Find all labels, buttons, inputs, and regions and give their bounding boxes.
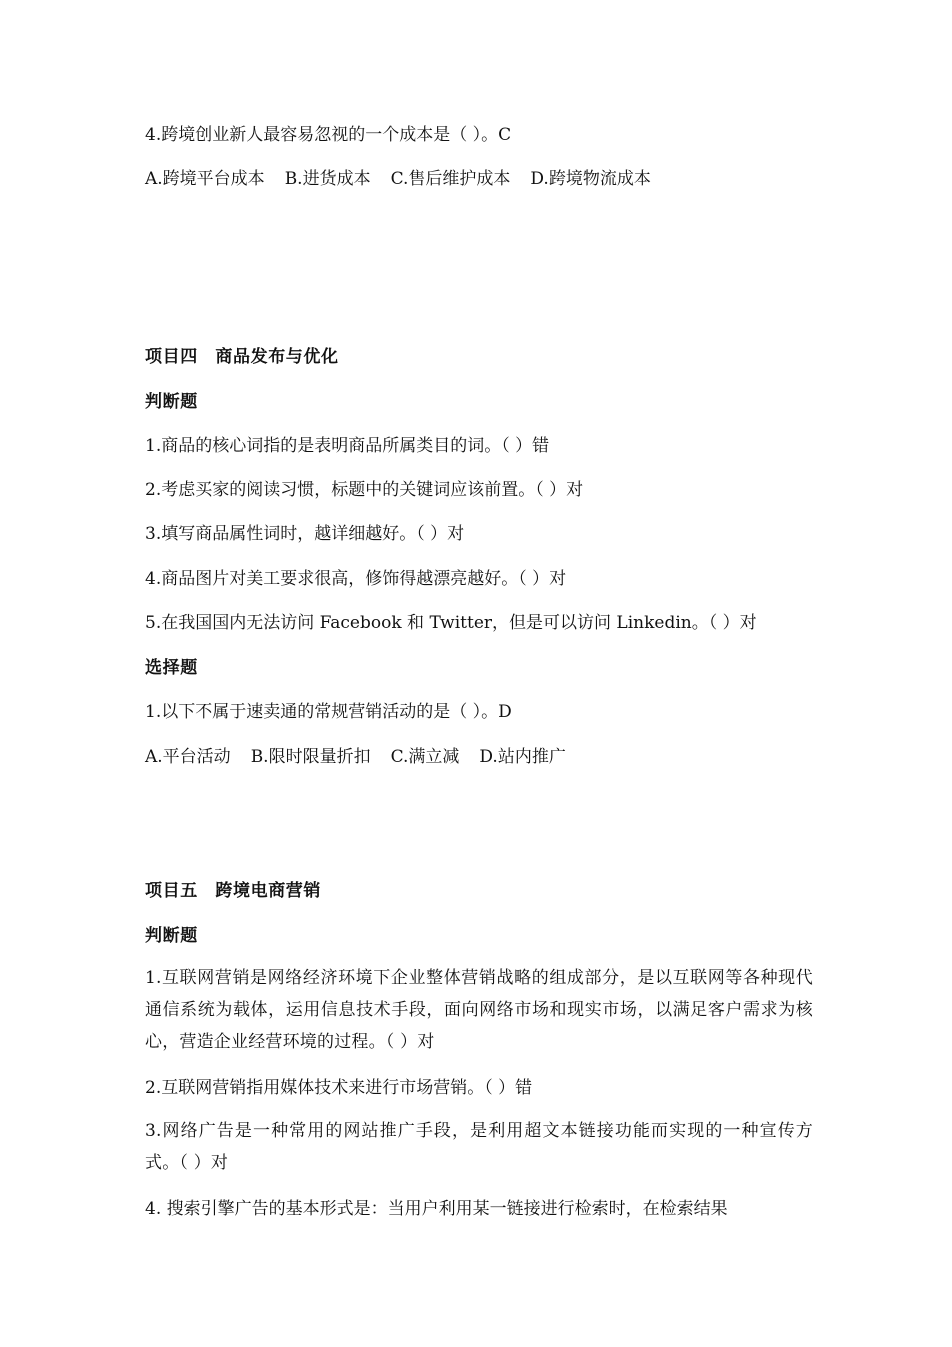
option-b: B.限时限量折扣 (250, 747, 371, 767)
section-title: 项目五 跨境电商营销 (145, 881, 321, 901)
true-false-heading: 判断题 (145, 926, 198, 946)
option-a: A.平台活动 (145, 747, 231, 767)
question-text: 4.跨境创业新人最容易忽视的一个成本是（ ）。C (145, 125, 512, 145)
true-false-item: 5.在我国国内无法访问 Facebook 和 Twitter，但是可以访问 Linkedin。（ ）对 (145, 613, 757, 633)
option-c: C.售后维护成本 (390, 169, 511, 189)
true-false-item: 3.填写商品属性词时，越详细越好。（ ）对 (145, 524, 465, 544)
true-false-item: 1.互联网营销是网络经济环境下企业整体营销战略的组成部分，是以互联网等各种现代通信系统为载体，运用信息技术手段，面向网络市场和现实市场，以满足客户需求为核心，营造企业经营环境的过程。（ ）对 (145, 968, 813, 1052)
true-false-heading: 判断题 (145, 392, 198, 412)
option-d: D.跨境物流成本 (530, 169, 651, 189)
true-false-item: 3.网络广告是一种常用的网站推广手段，是利用超文本链接功能而实现的一种宣传方式。（ ）对 (145, 1121, 813, 1173)
true-false-item: 4. 搜索引擎广告的基本形式是：当用户利用某一链接进行检索时，在检索结果 (145, 1199, 728, 1219)
multiple-choice-heading: 选择题 (145, 658, 198, 678)
answer-options (145, 746, 815, 768)
option-a: A.跨境平台成本 (145, 169, 265, 189)
option-d: D.站内推广 (479, 747, 566, 767)
true-false-item: 4.商品图片对美工要求很高，修饰得越漂亮越好。（ ）对 (145, 569, 567, 589)
answer-options (145, 168, 815, 190)
section-title: 项目四 商品发布与优化 (145, 347, 339, 367)
true-false-item: 2.互联网营销指用媒体技术来进行市场营销。（ ）错 (145, 1078, 533, 1098)
true-false-item: 2.考虑买家的阅读习惯，标题中的关键词应该前置。（ ）对 (145, 480, 584, 500)
true-false-item: 1.商品的核心词指的是表明商品所属类目的词。（ ）错 (145, 436, 550, 456)
question-text: 1.以下不属于速卖通的常规营销活动的是（ ）。D (145, 702, 512, 722)
option-b: B.进货成本 (284, 169, 371, 189)
option-c: C.满立减 (390, 747, 460, 767)
